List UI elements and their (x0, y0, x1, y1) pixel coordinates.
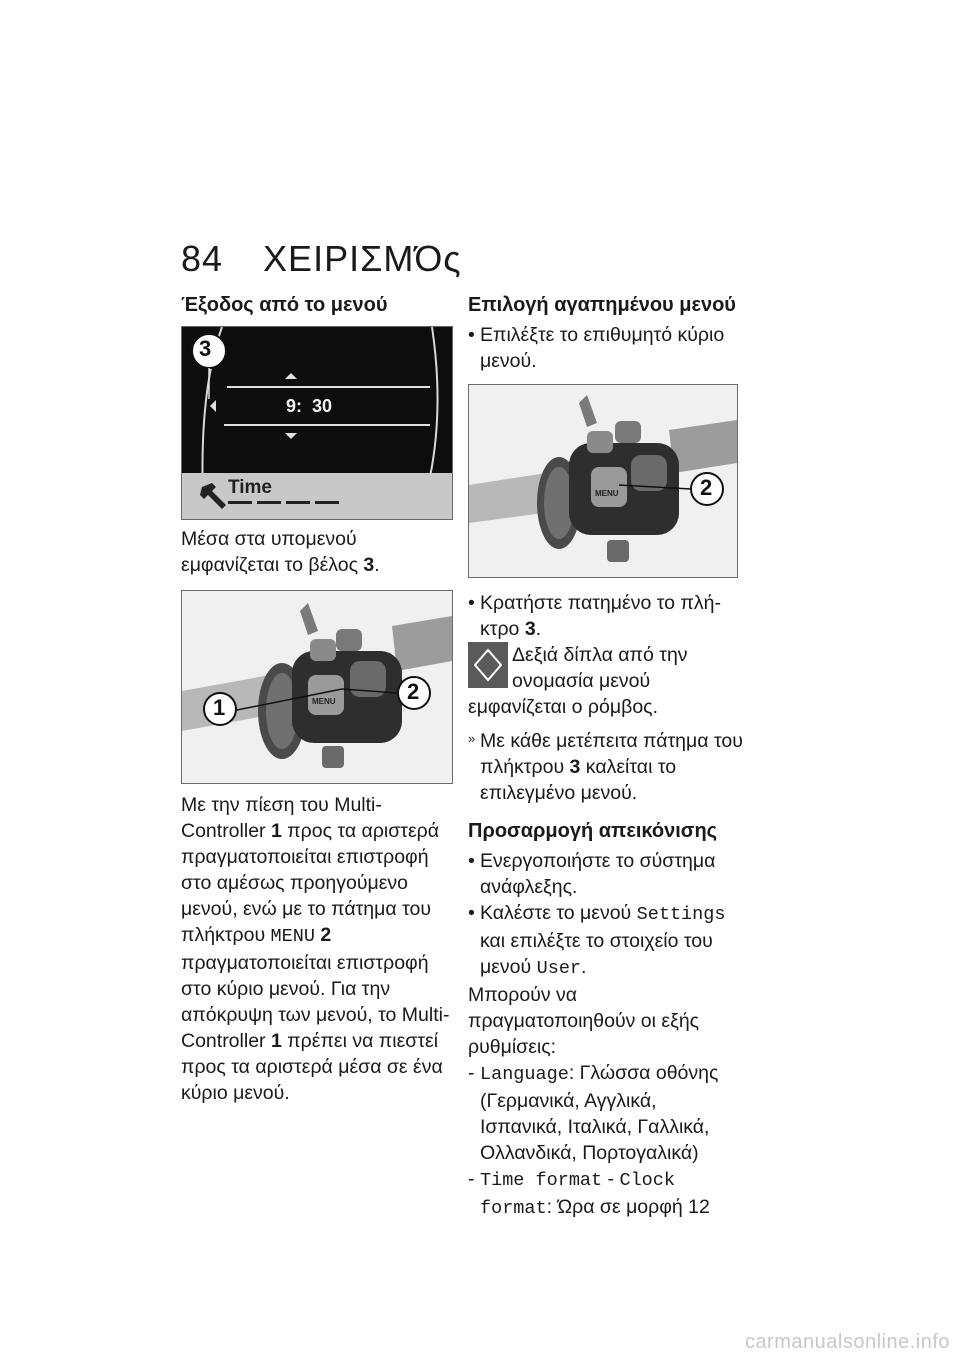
menu-settings-text: Settings (636, 904, 726, 925)
menu-time-format-text: Time format (480, 1170, 603, 1191)
note-diamond (468, 642, 743, 720)
display-menu-label: Time (228, 477, 273, 498)
bullet-select-menu: • Επιλέξτε το επιθυμητό κύριο μενού. (468, 322, 743, 374)
callout-2: 2 (700, 475, 713, 500)
text: Με την πίεση του Multi-Controller (181, 794, 382, 842)
menu-button-label: MENU (595, 489, 619, 498)
section-heading-favorite-menu: Επιλογή αγαπημένου μενού (468, 294, 736, 316)
figure-handlebar-controls (181, 590, 453, 784)
dash-time-format (468, 1166, 743, 1222)
page-number: 84 (181, 238, 224, 279)
left-column (181, 292, 456, 1106)
menu-button-label: MENU (312, 697, 336, 706)
text: Καλέστε το μενού (480, 902, 637, 924)
bullet-hold-button (468, 590, 743, 642)
ref-number: 3 (524, 618, 536, 640)
paragraph-settings-intro: Μπορούν να πραγματοποιηθούν οι εξής ρυθμίσεις: (468, 984, 700, 1058)
menu-language-text: Language (480, 1064, 569, 1085)
text: Κρατήστε πατημένο το πλή-κτρο (480, 592, 721, 640)
callout-1: 1 (213, 695, 226, 720)
ref-number: 2 (320, 924, 332, 946)
menu-user-text: User (536, 958, 582, 979)
menu-key-text: MENU (270, 926, 315, 947)
result-selected-menu (468, 728, 743, 806)
chapter-title: ΧΕΙΡΙΣΜΌς (263, 238, 462, 279)
paragraph-multicontroller (181, 792, 456, 1106)
bullet-ignition: • Ενεργοποιήστε το σύστημα ανάφλεξης. (468, 848, 743, 900)
paragraph-arrow (181, 526, 456, 578)
menu-clock-format-text: Clock format (480, 1170, 675, 1219)
section-heading-exit-menu: Έξοδος από το μενού (181, 294, 388, 316)
section-heading-display-adjust: Προσαρμογή απεικόνισης (468, 820, 718, 842)
text: Με κάθε μετέπειτα πάτημα του πλήκτρου (480, 730, 743, 778)
note-text: Δεξιά δίπλα από την ονομασία μενού εμφανίζεται ο ρόμβος. (468, 644, 688, 718)
text: - (602, 1168, 620, 1190)
text: και επιλέξτε το στοιχείο του μενού (480, 930, 713, 978)
figure-display-submenu (181, 326, 453, 520)
page-header (181, 238, 462, 280)
text: πραγματοποιείται επιστροφή στο κύριο μενού. Για την απόκρυψη των μενού, το Multi-Controller (181, 952, 450, 1052)
text: : Ώρα σε μορφή 12 (546, 1196, 710, 1218)
diamond-icon (468, 642, 508, 688)
text: προς τα αριστερά πραγματοποιείται επιστροφή στο αμέσως προηγούμενο μενού, ενώ με το πάτημα του πλήκτρου (181, 820, 440, 946)
ref-number: 3 (363, 554, 375, 576)
dash-language (468, 1060, 743, 1166)
ref-number: 3 (569, 756, 581, 778)
text: πρέπει να πιεστεί προς τα αριστερά μέσα σε ένα κύριο μενού. (181, 1030, 443, 1104)
callout-3: 3 (199, 336, 212, 361)
display-time-value: 9: 30 (286, 396, 333, 416)
text: : Γλώσσα οθόνης (Γερμανικά, Αγγλικά, Ισπανικά, Ιταλικά, Γαλλικά, Ολλανδικά, Πορτογαλικά) (480, 1062, 719, 1164)
ref-number: 1 (270, 820, 282, 842)
bullet-settings-menu (468, 900, 743, 982)
watermark: carmanualsonline.info (744, 1331, 950, 1353)
text: . (374, 554, 380, 576)
text: . (581, 956, 587, 978)
right-column (468, 292, 743, 1222)
display-illustration (182, 327, 452, 519)
text: . (535, 618, 542, 640)
ref-number: 1 (270, 1030, 282, 1052)
callout-2: 2 (407, 679, 420, 704)
text: καλείται το επιλεγμένο μενού. (480, 756, 677, 804)
figure-handlebar-menu-button (468, 384, 738, 578)
text: Μέσα στα υπομενού εμφανίζεται το βέλος (181, 528, 364, 576)
